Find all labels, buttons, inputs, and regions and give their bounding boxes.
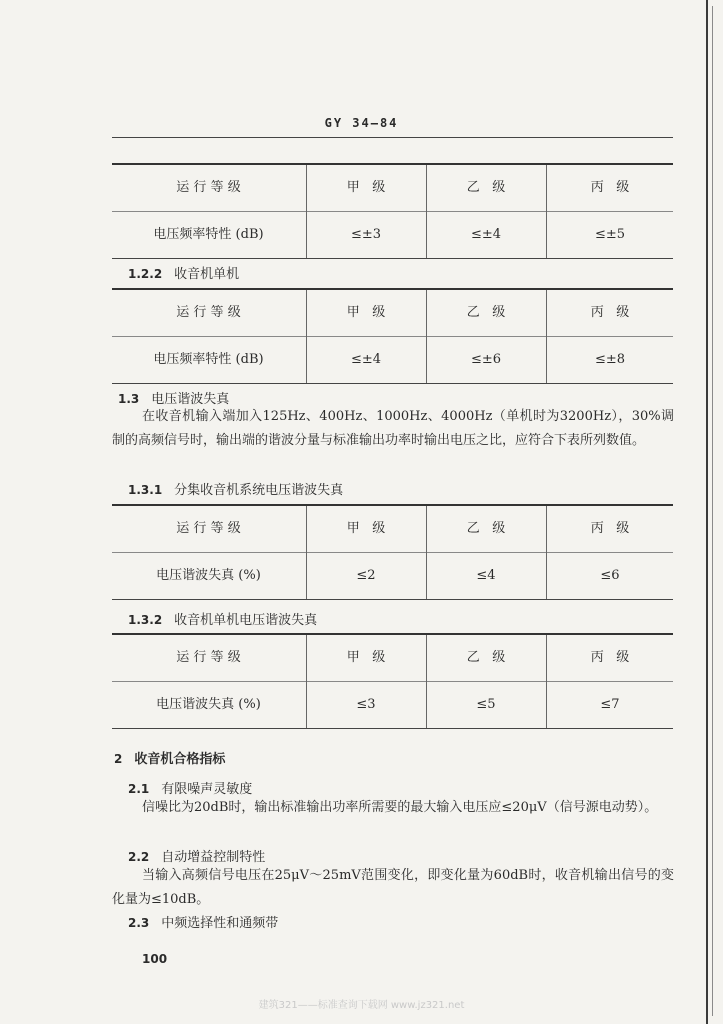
table-cell: ≤5 xyxy=(476,697,496,712)
table-header-cell: 运 行 等 级 xyxy=(176,650,241,665)
section-1-3-1 xyxy=(128,479,343,498)
section-number: 1.3 xyxy=(118,392,140,406)
table-header-row xyxy=(112,506,673,552)
table-header-cell: 乙 级 xyxy=(466,650,506,665)
table-header-cell: 运 行 等 级 xyxy=(176,305,241,320)
header-rule xyxy=(112,137,673,138)
section-2 xyxy=(114,748,225,767)
table-header-cell: 运 行 等 级 xyxy=(176,521,241,536)
table-header-cell: 乙 级 xyxy=(466,305,506,320)
table-header-row xyxy=(112,165,673,211)
document-code: GY 34—84 xyxy=(324,116,399,130)
table-divider xyxy=(426,635,427,728)
paragraph-sensitivity: 信噪比为20dB时，输出标准输出功率所需要的最大输入电压应≤20μV（信号源电动势）。 xyxy=(142,800,658,815)
section-number: 2.3 xyxy=(128,916,150,930)
table-divider xyxy=(426,165,427,258)
table-cell: 电压谐波失真 (%) xyxy=(156,568,261,583)
table-row xyxy=(112,682,673,728)
table-cell: ≤±6 xyxy=(470,352,502,367)
table-header-cell: 丙 级 xyxy=(590,180,630,195)
table-header-cell: 丙 级 xyxy=(590,650,630,665)
section-2-1 xyxy=(128,778,252,797)
section-number: 1.2.2 xyxy=(128,267,163,281)
table-rule xyxy=(112,728,673,729)
section-title: 中频选择性和通频带 xyxy=(161,916,279,931)
table-voltage-frequency-system xyxy=(112,163,673,259)
table-voltage-frequency-unit xyxy=(112,288,673,384)
section-1-3-2 xyxy=(128,609,317,628)
table-cell: ≤4 xyxy=(476,568,496,583)
table-header-cell: 甲 级 xyxy=(346,521,386,536)
table-cell: ≤±5 xyxy=(594,227,626,242)
table-rule xyxy=(112,599,673,600)
section-number: 2 xyxy=(114,752,123,766)
table-cell: ≤±3 xyxy=(350,227,382,242)
section-number: 1.3.2 xyxy=(128,613,163,627)
section-title: 有限噪声灵敏度 xyxy=(161,782,253,797)
table-cell: ≤7 xyxy=(600,697,620,712)
table-cell: 电压频率特性 (dB) xyxy=(153,352,264,367)
section-2-2 xyxy=(128,846,265,865)
table-header-cell: 丙 级 xyxy=(590,521,630,536)
table-header-row xyxy=(112,635,673,681)
table-header-cell: 运 行 等 级 xyxy=(176,180,241,195)
table-header-cell: 乙 级 xyxy=(466,521,506,536)
table-rule xyxy=(112,258,673,259)
page-number: 100 xyxy=(142,952,168,966)
table-divider xyxy=(426,506,427,599)
section-title: 自动增益控制特性 xyxy=(161,850,266,865)
section-title: 收音机单机电压谐波失真 xyxy=(174,613,318,628)
table-header-cell: 甲 级 xyxy=(346,180,386,195)
table-divider xyxy=(306,290,307,383)
table-cell: ≤±8 xyxy=(594,352,626,367)
section-number: 1.3.1 xyxy=(128,483,163,497)
table-cell: 电压频率特性 (dB) xyxy=(153,227,264,242)
table-divider xyxy=(306,165,307,258)
table-row xyxy=(112,212,673,258)
section-number: 2.1 xyxy=(128,782,150,796)
table-cell: ≤6 xyxy=(600,568,620,583)
table-header-cell: 乙 级 xyxy=(466,180,506,195)
section-1-2-2 xyxy=(128,263,239,282)
section-title: 分集收音机系统电压谐波失真 xyxy=(174,483,344,498)
table-cell: 电压谐波失真 (%) xyxy=(156,697,261,712)
table-harmonic-distortion-unit xyxy=(112,633,673,729)
table-cell: ≤2 xyxy=(356,568,376,583)
table-divider xyxy=(426,290,427,383)
table-divider xyxy=(546,635,547,728)
table-divider xyxy=(306,635,307,728)
watermark: 建筑321——标准查询下载网 www.jz321.net xyxy=(258,1000,465,1011)
table-header-cell: 丙 级 xyxy=(590,305,630,320)
page-edge-inner xyxy=(712,6,713,1016)
table-row xyxy=(112,553,673,599)
table-divider xyxy=(546,165,547,258)
paragraph-agc: 当输入高频信号电压在25μV～25mV范围变化，即变化量为60dB时，收音机输出信号的变化量为≤10dB。 xyxy=(112,868,674,907)
section-number: 2.2 xyxy=(128,850,150,864)
section-title: 收音机合格指标 xyxy=(134,752,226,767)
table-divider xyxy=(306,506,307,599)
section-title: 收音机单机 xyxy=(174,267,240,282)
table-divider xyxy=(546,506,547,599)
table-row xyxy=(112,337,673,383)
paragraph-harmonic-distortion: 在收音机输入端加入125Hz、400Hz、1000Hz、4000Hz（单机时为3200Hz），30%调制的高频信号时，输出端的谐波分量与标准输出功率时输出电压之比，应符合下表所列数值。 xyxy=(112,409,674,448)
table-header-cell: 甲 级 xyxy=(346,650,386,665)
table-header-cell: 甲 级 xyxy=(346,305,386,320)
page-edge xyxy=(706,0,708,1024)
table-cell: ≤3 xyxy=(356,697,376,712)
table-cell: ≤±4 xyxy=(470,227,502,242)
section-2-3 xyxy=(128,912,278,931)
table-divider xyxy=(546,290,547,383)
table-harmonic-distortion-system xyxy=(112,504,673,600)
table-rule xyxy=(112,383,673,384)
table-cell: ≤±4 xyxy=(350,352,382,367)
table-header-row xyxy=(112,290,673,336)
section-title: 电压谐波失真 xyxy=(151,392,230,407)
